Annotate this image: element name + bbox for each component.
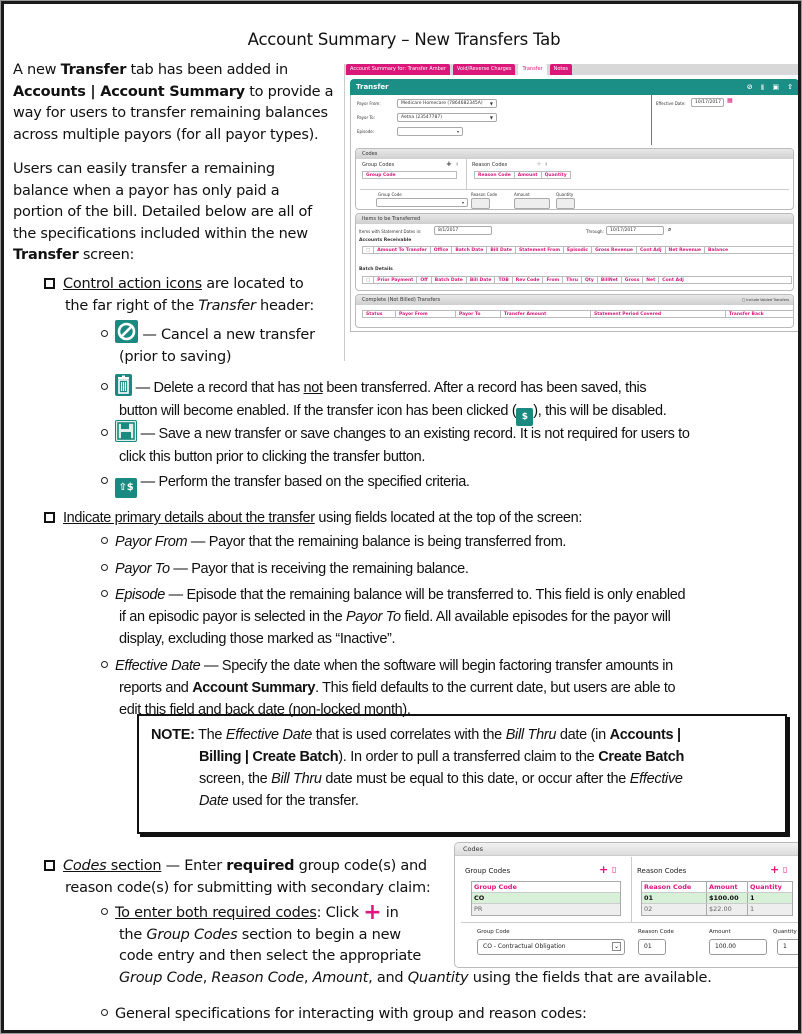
- note-box: [137, 714, 787, 834]
- reason-code-input[interactable]: 01: [638, 939, 666, 955]
- transfer-money-icon: ⇧$: [115, 478, 137, 498]
- table-row[interactable]: PR: [472, 904, 620, 915]
- calendar-icon[interactable]: ▦: [727, 97, 733, 104]
- delete-icon-item: — Delete a record that has not been transferred. After a record has been saved, this button will become enabled. If the transfer icon has been clicked ( $ ), this will be disabled.: [101, 374, 801, 426]
- statement-through-input[interactable]: 10/17/2017: [606, 226, 664, 235]
- bullet-icon: [101, 429, 108, 436]
- effective-date-item: Effective Date — Specify the date when the software will begin factoring transfer amounts in reports and Account Summary. This field defaults to the current date, but users are able to edit this field and back date (non-locked month).: [101, 655, 801, 721]
- payor-from-item: Payor From — Payor that the remaining balance is being transferred from.: [101, 531, 801, 553]
- payor-from-select[interactable]: Medicare Homecare (7864682345A) ▼: [397, 99, 497, 108]
- add-group-code-icon[interactable]: +: [599, 863, 609, 876]
- transfer-money-icon: $: [516, 408, 533, 426]
- trash-icon[interactable]: ▮: [456, 161, 459, 166]
- complete-transfers-panel: Complete (Not Billed) Transfers □ Include Voided Transfers Status Payor From Payor To Transfer Amount Statement Period Covered Transfer Back: [355, 294, 794, 328]
- reason-codes-table: Reason Code Amount Quantity 01 $100.00 1 02 $22.00 1: [641, 881, 793, 916]
- cancel-icon[interactable]: ⊘: [746, 83, 753, 91]
- group-code-select[interactable]: CO - Contractual Obligation ⌄: [477, 939, 625, 955]
- page-title: Account Summary – New Transfers Tab: [247, 30, 561, 49]
- checkbox-bullet-icon: [44, 512, 55, 523]
- bullet-icon: [101, 537, 108, 544]
- enter-codes-item: To enter both required codes: Click + in the Group Codes section to begin a new code entry and then select the appropriate Group Code, Reason Code, Amount, and Quantity using the fields that are available.: [101, 903, 801, 989]
- table-row[interactable]: 02 $22.00 1: [642, 904, 792, 915]
- group-codes-table: Group Code CO PR: [471, 881, 621, 916]
- tab-void-reverse[interactable]: Void/Reverse Charges: [453, 64, 516, 75]
- payor-to-item: Payor To — Payor that is receiving the remaining balance.: [101, 558, 801, 580]
- trash-icon: ▮: [545, 161, 548, 166]
- episode-item: Episode — Episode that the remaining balance will be transferred to. This field is only enabled if an episodic payor is selected in the Payor To field. All available episodes for the payor will display, excluding those marked as “Inactive”.: [101, 584, 801, 650]
- bullet-icon: [101, 564, 108, 571]
- note-line: Billing | Create Batch). In order to pull a transferred claim to the Create Batch: [199, 749, 685, 765]
- bullet-icon: [101, 908, 108, 915]
- cancel-icon-item: — Cancel a new transfer (prior to saving): [101, 320, 341, 368]
- bullet-icon: [101, 383, 108, 390]
- general-specs-item: General specifications for interacting with group and reason codes:: [101, 1004, 801, 1026]
- control-icons-heading: Control action icons are located to the far right of the Transfer header:: [44, 274, 344, 317]
- episode-select[interactable]: ▾: [397, 127, 463, 136]
- transfer-header: Transfer ⊘ ▮ ▣ ⇧: [350, 79, 799, 95]
- tab-account-summary[interactable]: Account Summary for: Transfer Amber: [346, 64, 450, 75]
- table-row[interactable]: CO: [472, 893, 620, 904]
- intro-paragraph: A new Transfer tab has been added in Accounts | Account Summary to provide a way for users to transfer remaining balances across multiple payors (for all payor types).: [13, 62, 334, 143]
- transfer-icon-item: ⇧$ — Perform the transfer based on the specified criteria.: [101, 471, 801, 498]
- add-plus-icon[interactable]: +: [446, 160, 452, 168]
- batch-details-table: □ Prior Payment Off Batch Date Bill Date TOB Rev Code From Thru Qty BillNet Gross Net Cont Adj: [362, 276, 792, 284]
- checkbox-bullet-icon: [44, 278, 55, 289]
- payor-to-select[interactable]: Aetna (23547787) ▼: [397, 113, 497, 122]
- quantity-input[interactable]: 1: [777, 939, 801, 955]
- tab-transfer[interactable]: Transfer: [518, 64, 546, 75]
- bullet-icon: [101, 590, 108, 597]
- codes-screenshot: Codes Group Codes + ▯ Group Code CO PR Reason Codes + ▯ Reason Code Amount Quantity 01 $100.00 1 02 $22.00 1 Group Code CO - Contractual Obligation ⌄ Reason Code 01 Amount 100.00 Quantity 1: [454, 842, 801, 968]
- header-action-icons: [747, 83, 793, 91]
- quantity-input[interactable]: [556, 198, 575, 209]
- reason-codes-table: Reason Code Amount Quantity: [474, 171, 571, 179]
- intro-paragraph-2: Users can easily transfer a remaining balance when a payor has only paid a portion of the bill. Detailed below are all of the specifications included within the new Transfer screen:: [13, 161, 312, 263]
- transfer-money-icon[interactable]: ⇧: [787, 83, 793, 91]
- save-icon-item: — Save a new transfer or save changes to an existing record. It is not required for users to click this button prior to clicking the transfer button.: [101, 420, 801, 468]
- bullet-icon: [101, 661, 108, 668]
- add-plus-icon: +: [536, 160, 542, 168]
- accounts-receivable-table: □ Amount To Transfer Office Batch Date Bill Date Statement From Episodic Gross Revenue Cont Adj Net Revenue Balance: [362, 246, 794, 254]
- group-codes-table: Group Code: [362, 171, 457, 179]
- delete-reason-code-icon[interactable]: ▯: [783, 865, 788, 874]
- transfer-screen-screenshot: [344, 64, 801, 361]
- add-reason-code-icon[interactable]: +: [770, 863, 780, 876]
- complete-transfers-table: Status Payor From Payor To Transfer Amount Statement Period Covered Transfer Back: [362, 310, 794, 318]
- bullet-icon: [101, 330, 108, 337]
- trash-icon: [115, 374, 132, 396]
- transfer-form: Payor From: Medicare Homecare (7864682345A) ▼ Payor To: Aetna (23547787) ▼ Episode: ▾ Effective Date: 10/17/2017 ▦ Codes Group Codes + ▮ Group Code Reason Codes + ▮ Reason Code Amount Quantity Group Code ▾ Reason Code Amount Quantity Items to be Transferred Items with Statement Dates in: 8/1/2017 Through: 10/17/2017 ⌕ Accounts Receivable □ Amount To Transfer Office Batch Date Bill Date Statement From Episodic Gross Revenue Cont Adj Net Revenue Balance Batch Details □ Prior Payment Off Batch Date Bill Date TOB Rev Code From Thru Qty BillNet Gross Net Cont Adj Complete (Not Billed) Transfers □ Include Voided Transfers Status Payor From Payor To Transfer Amount Statement Period Covered Transfer Back: [350, 95, 799, 332]
- items-panel: Items to be Transferred Items with Statement Dates in: 8/1/2017 Through: 10/17/2017 ⌕ Accounts Receivable □ Amount To Transfer Office Batch Date Bill Date Statement From Episodic Gross Revenue Cont Adj Net Revenue Balance Batch Details □ Prior Payment Off Batch Date Bill Date TOB Rev Code From Thru Qty BillNet Gross Net Cont Adj: [355, 213, 794, 291]
- table-row[interactable]: 01 $100.00 1: [642, 893, 792, 904]
- amount-input[interactable]: [514, 198, 550, 209]
- note-line: NOTE: The Effective Date that is used correlates with the Bill Thru date (in Accounts |: [151, 727, 681, 743]
- codes-section-heading: Codes section — Enter required group code(s) and reason code(s) for submitting with secondary claim:: [44, 856, 454, 899]
- statement-from-input[interactable]: 8/1/2017: [434, 226, 492, 235]
- tab-notes[interactable]: Notes: [550, 64, 572, 75]
- document-page: [1, 1, 801, 1033]
- save-icon: [115, 420, 137, 442]
- amount-input[interactable]: 100.00: [709, 939, 767, 955]
- cancel-icon: [115, 320, 138, 343]
- tab-bar: [345, 64, 801, 75]
- note-line: Date used for the transfer.: [199, 793, 359, 809]
- primary-details-heading: Indicate primary details about the transfer using fields located at the top of the screen:: [44, 507, 801, 529]
- note-line: screen, the Bill Thru date must be equal to this date, or occur after the Effective: [199, 771, 683, 787]
- bullet-icon: [101, 1009, 108, 1016]
- save-icon[interactable]: ▣: [772, 83, 780, 91]
- trash-icon[interactable]: ▮: [760, 83, 765, 91]
- divider: [651, 95, 652, 145]
- search-icon[interactable]: ⌕: [668, 226, 672, 233]
- effective-date-input[interactable]: 10/17/2017: [691, 98, 724, 107]
- delete-group-code-icon[interactable]: ▯: [612, 865, 617, 874]
- reason-code-input[interactable]: [471, 198, 490, 209]
- add-plus-icon: +: [363, 900, 382, 925]
- group-code-select[interactable]: ▾: [376, 198, 468, 207]
- codes-panel: Codes Group Codes + ▮ Group Code Reason Codes + ▮ Reason Code Amount Quantity Group Code ▾ Reason Code Amount Quantity: [355, 148, 794, 210]
- include-voided-checkbox[interactable]: □ Include Voided Transfers: [741, 298, 789, 302]
- checkbox-bullet-icon: [44, 860, 55, 871]
- bullet-icon: [101, 477, 108, 484]
